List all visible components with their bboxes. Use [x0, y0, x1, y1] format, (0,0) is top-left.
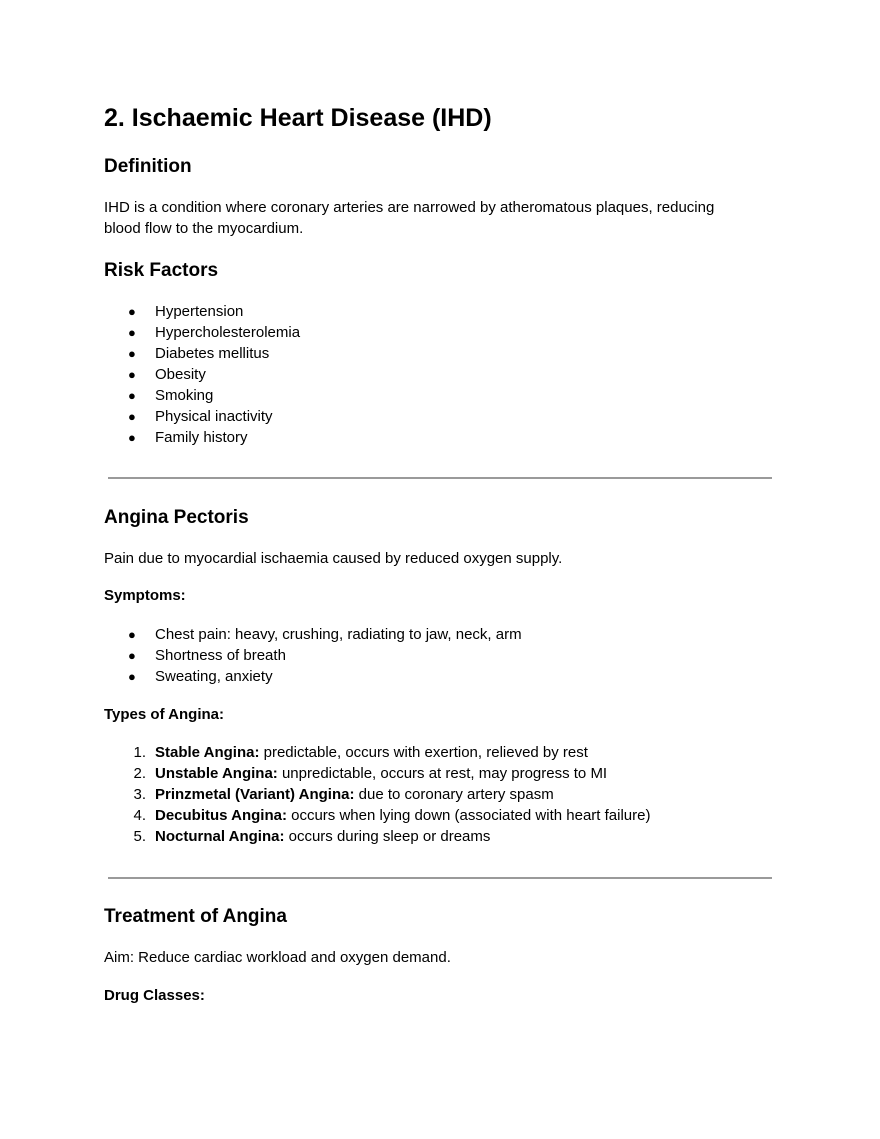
list-item: ● Obesity — [128, 366, 206, 383]
list-item: 4. Decubitus Angina: occurs when lying down (associated with heart failure) — [133, 807, 651, 824]
list-item: ● Hypertension — [128, 303, 244, 320]
list-item: ● Diabetes mellitus — [128, 345, 270, 362]
bullet-icon: ● — [128, 325, 136, 340]
definition-line-2: blood flow to the myocardium. — [104, 220, 304, 237]
definition-heading: Definition — [104, 156, 192, 177]
angina-text: Pain due to myocardial ischaemia caused by reduced oxygen supply. — [104, 550, 563, 567]
angina-types-list — [133, 742, 651, 847]
list-item: 1. Stable Angina: predictable, occurs with exertion, relieved by rest — [133, 744, 588, 761]
bullet-icon: ● — [128, 388, 136, 403]
list-item: 3. Prinzmetal (Variant) Angina: due to coronary artery spasm — [133, 786, 554, 803]
bullet-icon: ● — [128, 367, 136, 382]
treatment-heading: Treatment of Angina — [104, 906, 287, 927]
list-item: ● Physical inactivity — [128, 408, 273, 425]
list-item: ● Smoking — [128, 387, 214, 404]
bullet-icon: ● — [128, 648, 136, 663]
risk-factors-heading: Risk Factors — [104, 260, 219, 281]
list-item: ● Sweating, anxiety — [128, 668, 273, 685]
bullet-icon: ● — [128, 346, 136, 361]
list-item: ● Chest pain: heavy, crushing, radiating to jaw, neck, arm — [128, 626, 522, 643]
list-item: ● Family history — [128, 429, 248, 446]
list-item: ● Hypercholesterolemia — [128, 324, 301, 341]
list-item: 5. Nocturnal Angina: occurs during sleep or dreams — [133, 828, 491, 845]
bullet-icon: ● — [128, 304, 136, 319]
drug-classes-label: Drug Classes: — [104, 987, 205, 1004]
treatment-aim: Aim: Reduce cardiac workload and oxygen demand. — [104, 949, 451, 966]
types-label: Types of Angina: — [104, 706, 224, 723]
list-item: 2. Unstable Angina: unpredictable, occurs at rest, may progress to MI — [133, 765, 608, 782]
angina-heading: Angina Pectoris — [104, 507, 249, 528]
risk-factors-list — [128, 301, 301, 448]
page-title: 2. Ischaemic Heart Disease (IHD) — [104, 104, 492, 132]
bullet-icon: ● — [128, 430, 136, 445]
horizontal-divider — [108, 877, 772, 879]
horizontal-divider — [108, 477, 772, 479]
symptoms-list — [128, 624, 522, 687]
definition-text — [104, 197, 714, 239]
list-item: ● Shortness of breath — [128, 647, 286, 664]
bullet-icon: ● — [128, 409, 136, 424]
bullet-icon: ● — [128, 669, 136, 684]
definition-line-1: IHD is a condition where coronary arteries are narrowed by atheromatous plaques, reducing — [104, 199, 715, 216]
bullet-icon: ● — [128, 627, 136, 642]
symptoms-label: Symptoms: — [104, 587, 186, 604]
